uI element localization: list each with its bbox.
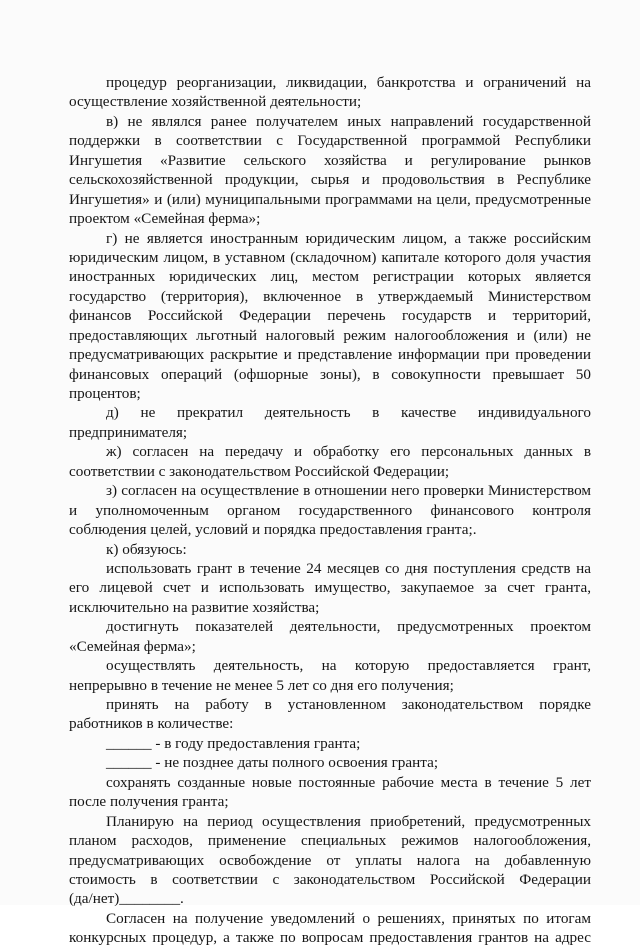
text-line: ______ - в году предоставления гранта; (106, 734, 361, 752)
text-line: планом расходов, применение специальных режимов налогообложения, (69, 832, 591, 850)
text-line: в) не являлся ранее получателем иных направлений государственной (106, 112, 591, 130)
text-line: иностранных юридических лиц, местом регистрации которых является (69, 268, 591, 286)
text-line: конкурсных процедур, а также по вопросам предоставления грантов на адрес (69, 929, 591, 947)
text-line: поддержки в соответствии с Государственной программой Республики (69, 132, 591, 150)
text-line: Ингушетия «Развитие сельского хозяйства и регулирование рынков (69, 151, 591, 169)
text-line: и уполномоченным органом государственного финансового контроля (69, 501, 591, 519)
text-line: осуществлять деятельность, на которую предоставляется грант, (106, 657, 591, 675)
text-line: сельскохозяйственной продукции, сырья и продовольствия в Республике (69, 171, 591, 189)
text-line: непрерывно в течение не менее 5 лет со дня его получения; (69, 676, 454, 694)
document-body (69, 73, 591, 948)
text-line: Ингушетия» и (или) муниципальными программами на цели, предусмотренные (69, 190, 591, 208)
text-line: предпринимателя; (69, 423, 188, 441)
text-line: финансовых операций (офшорные зоны), в совокупности превышает 50 (69, 365, 591, 383)
text-line: стоимость в соответствии с законодательством Российской Федерации (69, 870, 591, 888)
text-line: финансов Российской Федерации перечень государств и территорий, (69, 307, 591, 325)
text-line: юридическим лицом, в уставном (складочном) капитале которого доля участия (69, 248, 591, 266)
text-line: использовать грант в течение 24 месяцев со дня поступления средств на (106, 559, 591, 577)
text-line: соответствии с законодательством Российской Федерации; (69, 462, 450, 480)
text-line: предусматривающих раскрытие и представление информации при проведении (69, 346, 591, 364)
text-line: ж) согласен на передачу и обработку его персональных данных в (106, 443, 591, 461)
text-line: Согласен на получение уведомлений о решениях, принятых по итогам (106, 909, 591, 927)
text-line: его лицевой счет и использовать имущество, закупаемое за счет гранта, (69, 579, 591, 597)
text-line: принять на работу в установленном законодательством порядке (106, 696, 591, 713)
text-line: (да/нет)________. (69, 890, 184, 908)
text-line: ______ - не позднее даты полного освоения гранта; (106, 754, 439, 772)
text-line: предоставляющих льготный налоговый режим налогообложения и (или) не (69, 326, 591, 344)
text-line: г) не является иностранным юридическим лицом, а также российским (106, 229, 591, 247)
text-line: к) обязуюсь: (106, 540, 187, 558)
text-line: государство (территория), включенное в утверждаемый Министерством (69, 287, 591, 305)
text-line: д) не прекратил деятельность в качестве индивидуального (106, 404, 591, 422)
text-line: проектом «Семейная ферма»; (69, 210, 261, 228)
text-line: процедур реорганизации, ликвидации, банкротства и ограничений на (106, 74, 591, 91)
text-line: работников в количестве: (69, 715, 234, 733)
text-line: предусматривающих освобождение от уплаты налога на добавленную (69, 851, 591, 869)
text-line: соблюдения целей, условий и порядка предоставления гранта;. (69, 521, 477, 539)
text-line: процентов; (69, 385, 141, 402)
text-line: з) согласен на осуществление в отношении него проверки Министерством (106, 482, 591, 500)
text-line: сохранять созданные новые постоянные рабочие места в течение 5 лет (106, 773, 591, 791)
text-line: осуществление хозяйственной деятельности; (69, 93, 362, 111)
text-line: после получения гранта; (69, 793, 229, 811)
text-line: Планирую на период осуществления приобретений, предусмотренных (106, 812, 591, 830)
text-line: исключительно на развитие хозяйства; (69, 598, 320, 616)
text-line: «Семейная ферма»; (69, 637, 196, 655)
text-line: достигнуть показателей деятельности, предусмотренных проектом (106, 618, 591, 636)
